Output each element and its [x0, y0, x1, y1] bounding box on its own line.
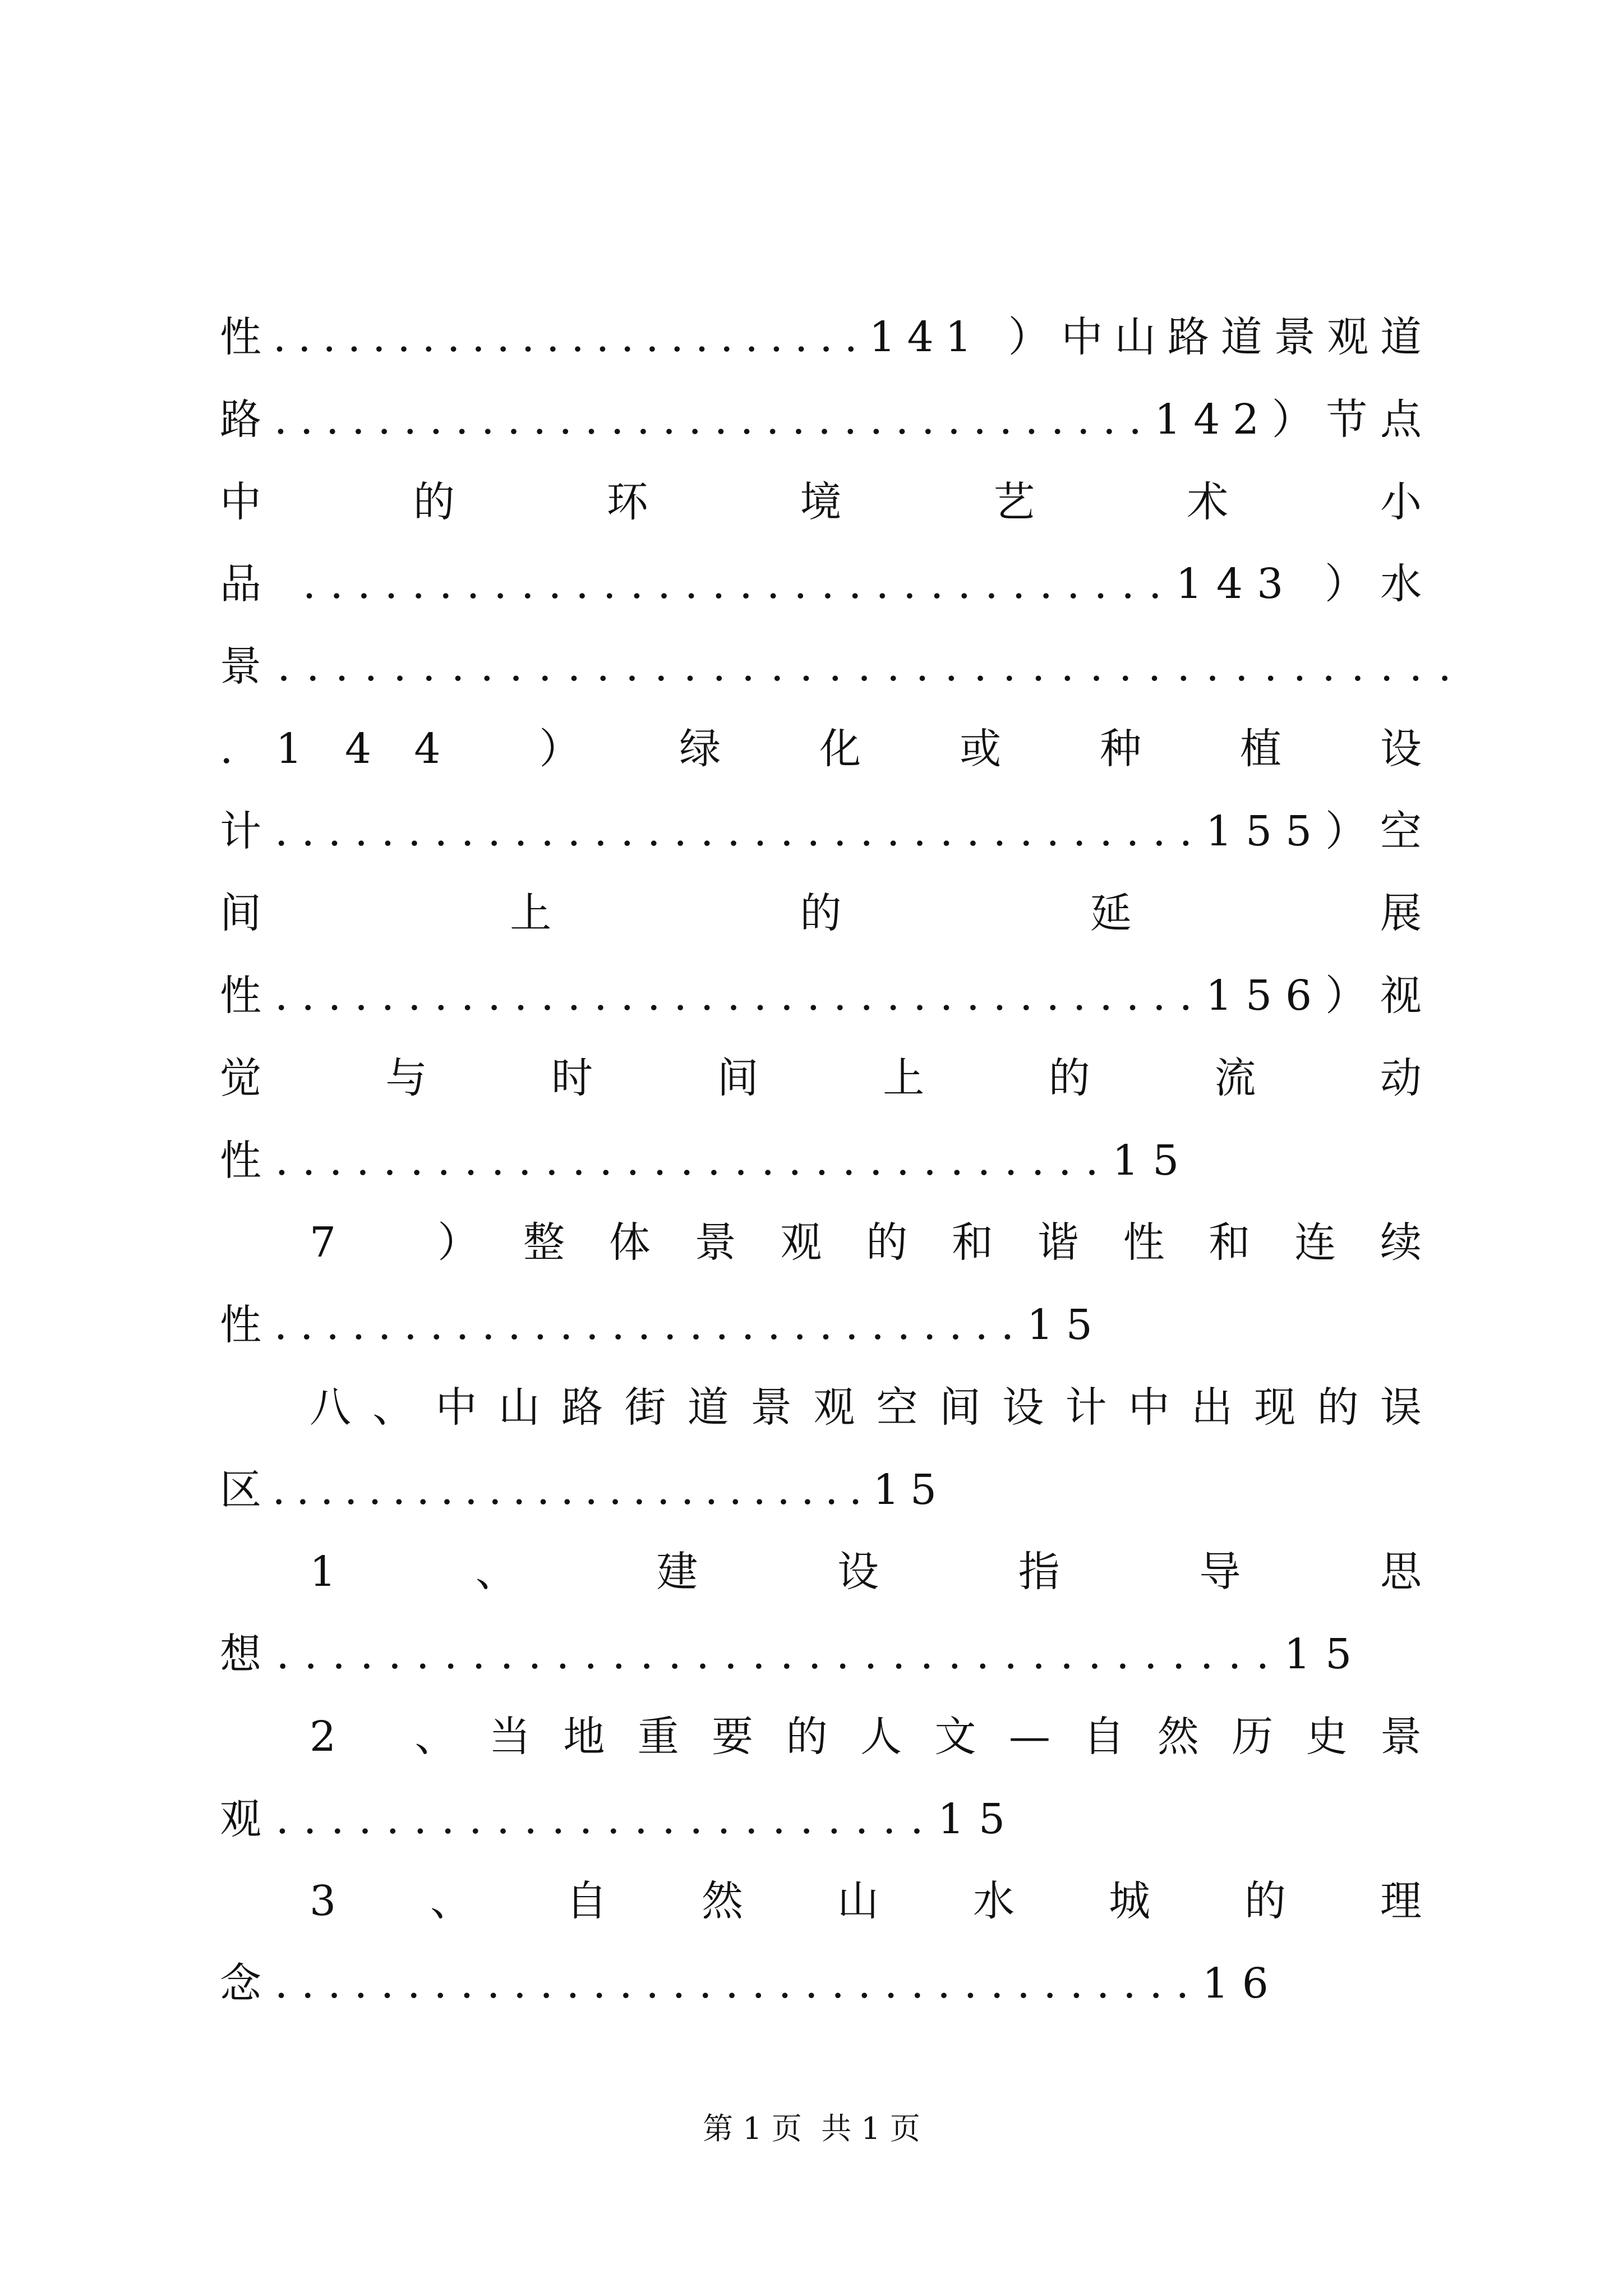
toc-line: 想....................................15 [220, 1630, 1367, 1678]
toc-line: 7 ）整体景观的和谐性和连续 [310, 1218, 1466, 1267]
toc-line: 品 ................................143 ）水 [220, 560, 1436, 608]
toc-line: 路..................................142）节点 [220, 395, 1435, 444]
toc-line: 观........................15 [220, 1795, 1020, 1843]
toc-line: 计...................................155）空 [220, 807, 1435, 855]
toc-line: 觉 与 时 间 上 的 流 动 [220, 1054, 1477, 1102]
toc-line: 中 的 环 境 艺 术 小 [220, 478, 1442, 526]
toc-line: .144 ） 绿 化 或 种 植 设 [220, 725, 1465, 773]
toc-line: 间 上 的 延 展 [220, 889, 1461, 937]
page-footer: 第 1 页 共 1 页 [703, 2111, 920, 2146]
toc-line: 性...................................156）视 [220, 972, 1435, 1020]
toc-line: 八、中山路街道景观空间设计中出现的误 [310, 1383, 1444, 1432]
toc-line: 念...................................16 [220, 1959, 1282, 2008]
toc-line: 性.............................15 [220, 1301, 1105, 1349]
toc-line: 区.........................15 [220, 1466, 948, 1514]
toc-line: 2 、当地重要的人文—自然历史景 [310, 1713, 1455, 1761]
toc-line: 3 、 自 然 山 水 城 的 理 [310, 1877, 1463, 1925]
toc-line: 1 、 建 设 指 导 思 [310, 1548, 1485, 1596]
toc-line: 景......................................... [220, 642, 1468, 691]
toc-line: 性...............................15 [220, 1137, 1193, 1185]
toc-line: 性........................141 ）中山路道景观道 [220, 313, 1433, 361]
